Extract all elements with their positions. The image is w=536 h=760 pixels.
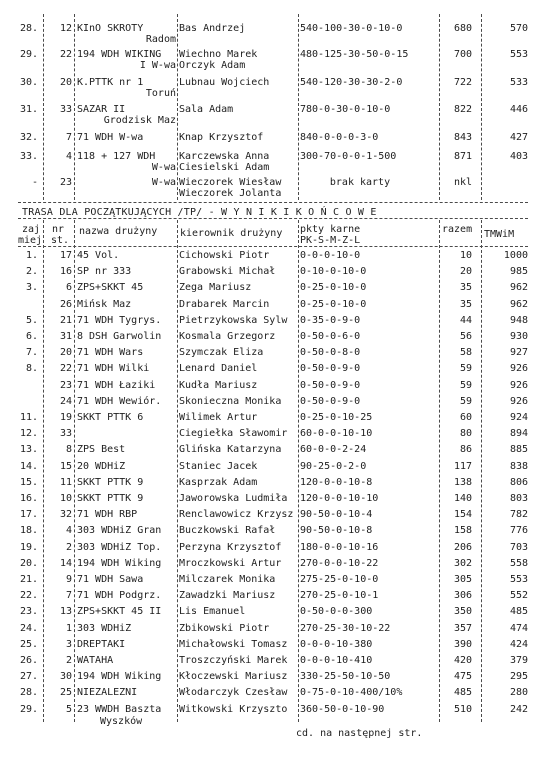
row-tmw: 776 [509, 525, 528, 536]
row-leader: Perzyna Krzysztof [179, 542, 282, 553]
row-team: ZPS+SKKT 45 II [77, 606, 162, 617]
row-points: 0-75-0-10-400/10% [300, 687, 403, 698]
header-place-2: miej [18, 235, 43, 246]
row-divider [18, 218, 528, 219]
row-nr: 20 [59, 347, 72, 358]
row-tmw: 985 [509, 266, 528, 277]
row-total: 350 [453, 606, 472, 617]
row-nr: 19 [59, 412, 72, 423]
row-total: 44 [459, 315, 472, 326]
row-total: 138 [453, 477, 472, 488]
top-row-place: - [31, 177, 38, 188]
row-place: 23. [19, 606, 38, 617]
row-place: 27. [19, 671, 38, 682]
top-row-team: W-wa [151, 177, 176, 188]
row-leader: Wilimek Artur [179, 412, 258, 423]
top-row-tmw: 533 [509, 77, 528, 88]
row-nr: 24 [59, 396, 72, 407]
row-points: 0-25-0-10-25 [300, 412, 373, 423]
row-points: 120-0-0-10-10 [300, 493, 379, 504]
row-points: 60-0-0-10-10 [300, 428, 373, 439]
row-points: 180-0-0-10-16 [300, 542, 379, 553]
top-row-team: 118 + 127 WDH [77, 151, 156, 162]
row-leader: Cichowski Piotr [179, 250, 270, 261]
row-nr: 11 [59, 477, 72, 488]
top-row-team: KInO SKROTY [77, 23, 144, 34]
row-place: 26. [19, 655, 38, 666]
row-place: 14. [19, 461, 38, 472]
row-team: SKKT PTTK 9 [77, 477, 144, 488]
row-tmw: 962 [509, 299, 528, 310]
top-row-nr: 23 [59, 177, 72, 188]
row-place: 15. [19, 477, 38, 488]
row-nr: 26 [59, 299, 72, 310]
row-team: Mińsk Maz [77, 299, 132, 310]
row-leader: Lenard Daniel [179, 363, 258, 374]
header-leader: kierownik drużyny [180, 228, 283, 239]
top-row-leader: Wiechno Marek [179, 49, 258, 60]
top-row-team: 194 WDH WIKING [77, 49, 162, 60]
row-team: 71 WDH Sawa [77, 574, 144, 585]
row-leader: Pietrzykowska Sylw [179, 315, 288, 326]
row-points: 270-0-0-10-22 [300, 558, 379, 569]
row-place: 7. [25, 347, 38, 358]
row-total: 59 [459, 363, 472, 374]
top-row-leader: Lubnau Wojciech [179, 77, 270, 88]
top-row-tmw: 446 [509, 104, 528, 115]
top-row-points: 540-100-30-0-10-0 [300, 23, 403, 34]
top-row-place: 31. [19, 104, 38, 115]
header-pts-2: PK-S-M-Z-L [300, 235, 361, 246]
row-points: 90-25-0-2-0 [300, 461, 367, 472]
row-points: 0-50-0-9-0 [300, 363, 361, 374]
top-row-leader: Orczyk Adam [179, 60, 246, 71]
row-team: ZPS Best [77, 444, 126, 455]
row-leader: Włodarczyk Czesław [179, 687, 288, 698]
row-leader: Kudła Mariusz [179, 380, 258, 391]
row-nr: 31 [59, 331, 72, 342]
row-team: SKKT PTTK 9 [77, 493, 144, 504]
row-nr: 10 [59, 493, 72, 504]
row-leader: Ciegiełka Sławomir [179, 428, 288, 439]
row-tmw: 806 [509, 477, 528, 488]
row-place: 5. [25, 315, 38, 326]
top-row-team: Grodzisk Maz [103, 115, 176, 126]
row-leader: Troszczyński Marek [179, 655, 288, 666]
header-nr-2: st. [51, 235, 70, 246]
row-place: 20. [19, 558, 38, 569]
column-divider [298, 14, 299, 200]
row-points: 0-10-0-10-0 [300, 266, 367, 277]
row-leader: Kłoczewski Mariusz [179, 671, 288, 682]
row-points: 90-50-0-10-8 [300, 525, 373, 536]
row-team: NIEZALEŻNI [77, 687, 138, 698]
row-total: 305 [453, 574, 472, 585]
row-team: 303 WDHiZ [77, 623, 132, 634]
row-points: 270-25-0-10-1 [300, 590, 379, 601]
row-divider [18, 246, 528, 247]
row-leader: Skonieczna Monika [179, 396, 282, 407]
row-place: 11. [19, 412, 38, 423]
row-place: 16. [19, 493, 38, 504]
top-row-leader: Wieczorek Jolanta [179, 188, 282, 199]
row-leader: Glińska Katarzyna [179, 444, 282, 455]
row-nr: 5 [65, 704, 72, 715]
row-nr: 30 [59, 671, 72, 682]
row-tmw: 885 [509, 444, 528, 455]
row-team: 71 WDH Tygrys. [77, 315, 162, 326]
row-points: 0-0-0-10-380 [300, 639, 373, 650]
row-total: 35 [459, 282, 472, 293]
row-team: 8 DSH Garwolin [77, 331, 162, 342]
row-leader: Kosmala Grzegorz [179, 331, 276, 342]
row-total: 86 [459, 444, 472, 455]
row-tmw: 379 [509, 655, 528, 666]
row-points: 90-50-0-10-4 [300, 509, 373, 520]
column-divider [439, 220, 440, 722]
top-row-leader: Bas Andrzej [179, 23, 246, 34]
row-points: 360-50-0-10-90 [300, 704, 385, 715]
top-row-place: 32. [19, 132, 38, 143]
row-nr: 9 [65, 574, 72, 585]
row-leader: Drabarek Marcin [179, 299, 270, 310]
column-divider [177, 14, 178, 200]
row-nr: 22 [59, 363, 72, 374]
row-place: 13. [19, 444, 38, 455]
header-place-1: zaj [22, 224, 41, 235]
row-leader: Staniec Jacek [179, 461, 258, 472]
top-row-team: I W-wa [139, 60, 176, 71]
row-leader: Jaworowska Ludmiła [179, 493, 288, 504]
top-row-leader: Ciesielski Adam [179, 162, 270, 173]
top-row-place: 29. [19, 49, 38, 60]
row-total: 485 [453, 687, 472, 698]
top-row-leader: Knap Krzysztof [179, 132, 264, 143]
page-footer: cd. na następnej str. [296, 728, 423, 739]
row-tmw: 558 [509, 558, 528, 569]
row-place: 6. [25, 331, 38, 342]
row-tmw: 552 [509, 590, 528, 601]
row-team: ZPS+SKKT 45 [77, 282, 144, 293]
top-row-team: SAZAR II [77, 104, 126, 115]
row-points: 0-50-0-9-0 [300, 380, 361, 391]
row-total: 206 [453, 542, 472, 553]
row-nr: 23 [59, 380, 72, 391]
row-tmw: 926 [509, 396, 528, 407]
row-leader: Zega Mariusz [179, 282, 252, 293]
row-team: SP nr 333 [77, 266, 132, 277]
row-team: 71 WDH Wilki [77, 363, 150, 374]
column-divider [298, 220, 299, 722]
top-row-points: 300-70-0-0-1-500 [300, 151, 397, 162]
column-divider [481, 220, 482, 722]
top-row-place: 33. [19, 151, 38, 162]
row-leader: Kasprzak Adam [179, 477, 258, 488]
top-row-tmw: 570 [509, 23, 528, 34]
row-place: 25. [19, 639, 38, 650]
header-team: nazwa drużyny [79, 226, 158, 237]
row-leader: Lis Emanuel [179, 606, 246, 617]
row-leader: Grabowski Michał [179, 266, 276, 277]
row-nr: 7 [65, 590, 72, 601]
row-leader: Mroczkowski Artur [179, 558, 282, 569]
top-row-points: 780-0-30-0-10-0 [300, 104, 391, 115]
row-points: 0-25-0-10-0 [300, 282, 367, 293]
top-row-total: 871 [453, 151, 472, 162]
row-place: 19. [19, 542, 38, 553]
top-row-total: 822 [453, 104, 472, 115]
top-row-team: K.PTTK nr 1 [77, 77, 144, 88]
row-team: 71 WDH Łaziki [77, 380, 156, 391]
row-nr: 3 [65, 639, 72, 650]
row-points: 330-25-50-10-50 [300, 671, 391, 682]
row-tmw: 295 [509, 671, 528, 682]
top-row-points: 840-0-0-0-3-0 [300, 132, 379, 143]
row-place: 28. [19, 687, 38, 698]
top-row-tmw: 553 [509, 49, 528, 60]
row-total: 357 [453, 623, 472, 634]
row-total: 510 [453, 704, 472, 715]
row-points: 0-50-0-8-0 [300, 347, 361, 358]
row-place: 8. [25, 363, 38, 374]
row-total: 390 [453, 639, 472, 650]
row-nr: 2 [65, 655, 72, 666]
row-points: 0-25-0-10-0 [300, 299, 367, 310]
column-divider [43, 220, 44, 722]
row-tmw: 927 [509, 347, 528, 358]
row-points: 0-50-0-9-0 [300, 396, 361, 407]
row-team: 45 Vol. [77, 250, 120, 261]
header-nr-1: nr [52, 224, 65, 235]
row-nr: 25 [59, 687, 72, 698]
row-total: 420 [453, 655, 472, 666]
row-nr: 13 [59, 606, 72, 617]
row-points: 275-25-0-10-0 [300, 574, 379, 585]
row-leader: Renclawowicz Krzysz [179, 509, 294, 520]
row-team: 194 WDH Wiking [77, 671, 162, 682]
row-total: 117 [453, 461, 472, 472]
row-total: 140 [453, 493, 472, 504]
row-points: 0-35-0-9-0 [300, 315, 361, 326]
last-row-extra: Wyszków [100, 716, 143, 727]
column-divider [43, 14, 44, 200]
row-points: 0-50-0-6-0 [300, 331, 361, 342]
top-row-leader: Sala Adam [179, 104, 234, 115]
row-tmw: 553 [509, 574, 528, 585]
row-total: 10 [459, 250, 472, 261]
top-row-nr: 4 [65, 151, 72, 162]
row-place: 12. [19, 428, 38, 439]
row-nr: 8 [65, 444, 72, 455]
row-place: 18. [19, 525, 38, 536]
top-row-nr: 7 [65, 132, 72, 143]
row-total: 20 [459, 266, 472, 277]
row-nr: 33 [59, 428, 72, 439]
row-nr: 17 [59, 250, 72, 261]
row-divider [18, 202, 528, 203]
row-total: 306 [453, 590, 472, 601]
row-place: 1. [25, 250, 38, 261]
row-team: SKKT PTTK 6 [77, 412, 144, 423]
top-row-team: Radom [145, 34, 176, 45]
top-row-nr: 20 [59, 77, 72, 88]
top-row-tmw: 403 [509, 151, 528, 162]
top-row-total: 722 [453, 77, 472, 88]
row-team: 71 WDH RBP [77, 509, 138, 520]
top-row-points: 540-120-30-30-2-0 [300, 77, 403, 88]
top-row-nr: 12 [59, 23, 72, 34]
row-team: 71 WDH Wars [77, 347, 144, 358]
row-nr: 2 [65, 542, 72, 553]
row-place: 29. [19, 704, 38, 715]
header-pts-1: pkty karne [300, 224, 361, 235]
section-title: TRASA DLA POCZĄTKUJĄCYCH /TP/ - W Y N I K I K O Ń C O W E [22, 207, 377, 218]
row-nr: 21 [59, 315, 72, 326]
row-team: 303 WDHiZ Top. [77, 542, 162, 553]
top-row-place: 30. [19, 77, 38, 88]
row-place: 17. [19, 509, 38, 520]
row-leader: Zbikowski Piotr [179, 623, 270, 634]
row-nr: 14 [59, 558, 72, 569]
row-team: 23 WWDH Baszta [77, 704, 162, 715]
row-tmw: 894 [509, 428, 528, 439]
row-team: 194 WDH Wiking [77, 558, 162, 569]
row-team: 71 WDH Podgrz. [77, 590, 162, 601]
column-divider [74, 220, 75, 722]
row-leader: Milczarek Monika [179, 574, 276, 585]
row-team: 303 WDHiZ Gran [77, 525, 162, 536]
top-row-total: 680 [453, 23, 472, 34]
row-total: 302 [453, 558, 472, 569]
top-row-place: 28. [19, 23, 38, 34]
row-team: 71 WDH Wewiór. [77, 396, 162, 407]
column-divider [481, 14, 482, 200]
row-total: 35 [459, 299, 472, 310]
row-points: 0-0-0-10-0 [300, 250, 361, 261]
top-row-total: nkl [453, 177, 472, 188]
top-row-nr: 22 [59, 49, 72, 60]
row-tmw: 803 [509, 493, 528, 504]
row-tmw: 926 [509, 363, 528, 374]
row-total: 158 [453, 525, 472, 536]
top-row-nr: 33 [59, 104, 72, 115]
row-points: 60-0-0-2-24 [300, 444, 367, 455]
row-tmw: 485 [509, 606, 528, 617]
column-divider [439, 14, 440, 200]
column-divider [74, 14, 75, 200]
row-nr: 32 [59, 509, 72, 520]
row-nr: 4 [65, 525, 72, 536]
header-total: razem [442, 224, 473, 235]
row-total: 475 [453, 671, 472, 682]
top-row-total: 700 [453, 49, 472, 60]
row-place: 22. [19, 590, 38, 601]
row-total: 80 [459, 428, 472, 439]
row-tmw: 782 [509, 509, 528, 520]
row-points: 0-50-0-0-300 [300, 606, 373, 617]
top-row-total: 843 [453, 132, 472, 143]
row-total: 59 [459, 396, 472, 407]
row-tmw: 962 [509, 282, 528, 293]
row-tmw: 1000 [503, 250, 528, 261]
row-tmw: 926 [509, 380, 528, 391]
header-tmw: TMWiM [484, 229, 515, 240]
column-divider [177, 220, 178, 722]
top-row-leader: Karczewska Anna [179, 151, 270, 162]
row-tmw: 948 [509, 315, 528, 326]
row-tmw: 424 [509, 639, 528, 650]
row-total: 60 [459, 412, 472, 423]
row-tmw: 930 [509, 331, 528, 342]
row-leader: Michałowski Tomasz [179, 639, 288, 650]
row-points: 120-0-0-10-8 [300, 477, 373, 488]
row-total: 56 [459, 331, 472, 342]
row-leader: Szymczak Eliza [179, 347, 264, 358]
row-place: 3. [25, 282, 38, 293]
row-nr: 15 [59, 461, 72, 472]
top-row-tmw: 427 [509, 132, 528, 143]
row-tmw: 474 [509, 623, 528, 634]
row-points: 0-0-0-10-410 [300, 655, 373, 666]
row-team: WATAHA [77, 655, 114, 666]
top-row-points: 480-125-30-50-0-15 [300, 49, 409, 60]
row-nr: 1 [65, 623, 72, 634]
row-tmw: 280 [509, 687, 528, 698]
row-total: 154 [453, 509, 472, 520]
row-place: 24. [19, 623, 38, 634]
row-tmw: 703 [509, 542, 528, 553]
row-total: 59 [459, 380, 472, 391]
top-row-leader: Wieczorek Wiesław [179, 177, 282, 188]
row-leader: Zawadzki Mariusz [179, 590, 276, 601]
top-row-team: 71 WDH W-wa [77, 132, 144, 143]
top-row-points: brak karty [329, 177, 391, 188]
row-place: 2. [25, 266, 38, 277]
row-nr: 16 [59, 266, 72, 277]
top-row-team: Toruń [145, 88, 176, 99]
row-tmw: 838 [509, 461, 528, 472]
row-leader: Buczkowski Rafał [179, 525, 276, 536]
top-row-team: W-wa [151, 162, 176, 173]
row-points: 270-25-30-10-22 [300, 623, 391, 634]
row-total: 58 [459, 347, 472, 358]
row-tmw: 924 [509, 412, 528, 423]
row-leader: Witkowski Krzyszto [179, 704, 288, 715]
row-tmw: 242 [509, 704, 528, 715]
row-team: DREPTAKI [77, 639, 126, 650]
row-nr: 6 [65, 282, 72, 293]
row-place: 21. [19, 574, 38, 585]
row-team: 20 WDHiZ [77, 461, 126, 472]
